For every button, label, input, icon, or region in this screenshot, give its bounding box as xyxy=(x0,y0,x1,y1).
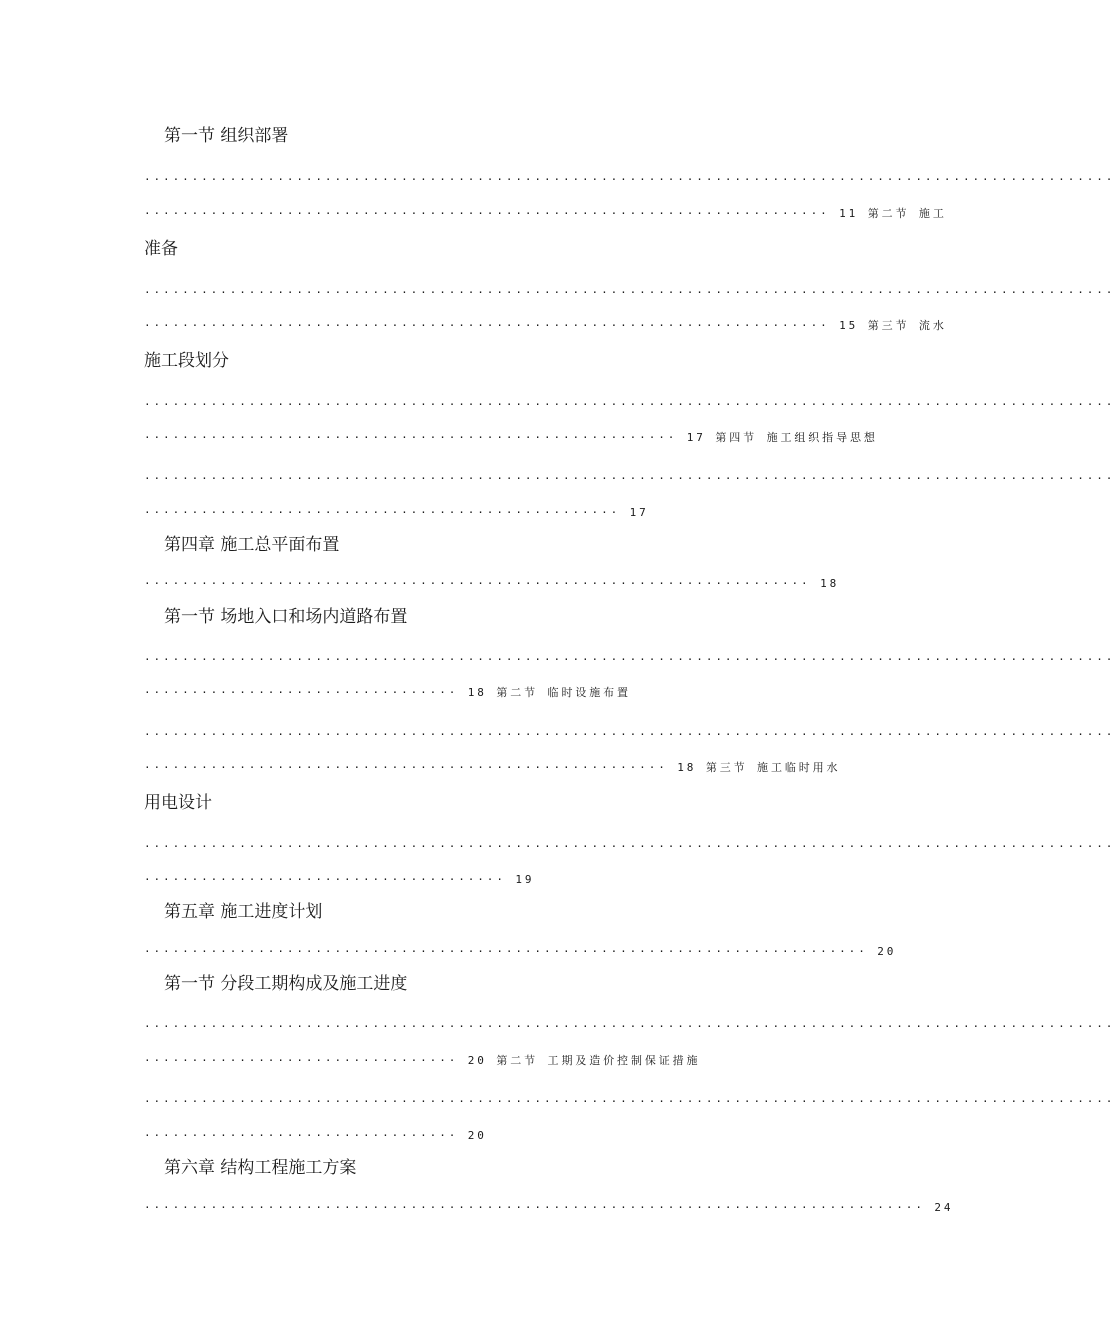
toc-leader-with-page xyxy=(144,866,804,890)
toc-chapter-heading: 第五章 施工进度计划 xyxy=(164,902,323,922)
leader-dots: ······································································································ xyxy=(144,728,1115,741)
toc-leader-with-page xyxy=(144,938,897,962)
toc-entry-heading: 第一节 组织部署 xyxy=(164,126,289,146)
toc-leader-dots xyxy=(144,166,1115,190)
toc-leader-dots xyxy=(144,279,1115,303)
toc-leader-with-page xyxy=(144,1047,804,1071)
leader-dots: ······································································································ xyxy=(144,173,1115,186)
leader-dots-page: ······················································· 18 第三节 施工临时用水 xyxy=(144,761,841,774)
toc-leader-with-page xyxy=(144,570,840,594)
leader-dots: ······································································································ xyxy=(144,653,1115,666)
toc-chapter-heading: 第四章 施工总平面布置 xyxy=(164,535,340,555)
toc-entry-continuation: 准备 xyxy=(144,239,178,259)
toc-chapter-heading: 第六章 结构工程施工方案 xyxy=(164,1158,357,1178)
toc-leader-dots xyxy=(144,465,1115,489)
leader-dots: ······································································································ xyxy=(144,1095,1115,1108)
toc-leader-with-page xyxy=(144,312,947,336)
leader-dots: ······································································································ xyxy=(144,398,1115,411)
toc-leader-with-page xyxy=(144,424,878,448)
leader-dots-page: ········································································ 15 第三节 流水 xyxy=(144,319,947,332)
toc-entry-heading: 第一节 场地入口和场内道路布置 xyxy=(164,607,408,627)
leader-dots: ······································································································ xyxy=(144,472,1115,485)
leader-dots-page: ············································································ 20 xyxy=(144,945,897,958)
toc-leader-with-page xyxy=(144,1194,954,1218)
toc-leader-with-page xyxy=(144,200,947,224)
leader-dots-page: ································· 20 xyxy=(144,1129,487,1142)
leader-dots-page: ······································ 19 xyxy=(144,873,535,886)
leader-dots: ······································································································ xyxy=(144,286,1115,299)
toc-leader-with-page xyxy=(144,499,804,523)
toc-leader-with-page xyxy=(144,679,804,703)
leader-dots-page: ································· 18 第二节 临时设施布置 xyxy=(144,686,631,699)
toc-leader-dots xyxy=(144,833,1115,857)
leader-dots: ······································································································ xyxy=(144,840,1115,853)
leader-dots-page: ······································································ 18 xyxy=(144,577,840,590)
toc-leader-with-page xyxy=(144,754,841,778)
leader-dots-page: ·················································································· 24 xyxy=(144,1201,954,1214)
leader-dots-page: ································· 20 第二节 工期及造价控制保证措施 xyxy=(144,1054,701,1067)
leader-dots-page: ·················································· 17 xyxy=(144,506,649,519)
toc-leader-dots xyxy=(144,1088,1115,1112)
toc-leader-dots xyxy=(144,721,1115,745)
toc-entry-continuation: 施工段划分 xyxy=(144,351,229,371)
leader-dots-page: ········································································ 11 第二节 施工 xyxy=(144,207,947,220)
leader-dots: ······································································································ xyxy=(144,1020,1115,1033)
leader-dots-page: ························································ 17 第四节 施工组织指导思想 xyxy=(144,431,878,444)
toc-entry-continuation: 用电设计 xyxy=(144,793,212,813)
toc-leader-dots xyxy=(144,1013,1115,1037)
toc-leader-dots xyxy=(144,646,1115,670)
toc-entry-heading: 第一节 分段工期构成及施工进度 xyxy=(164,974,408,994)
toc-leader-with-page xyxy=(144,1122,804,1146)
toc-leader-dots xyxy=(144,391,1115,415)
